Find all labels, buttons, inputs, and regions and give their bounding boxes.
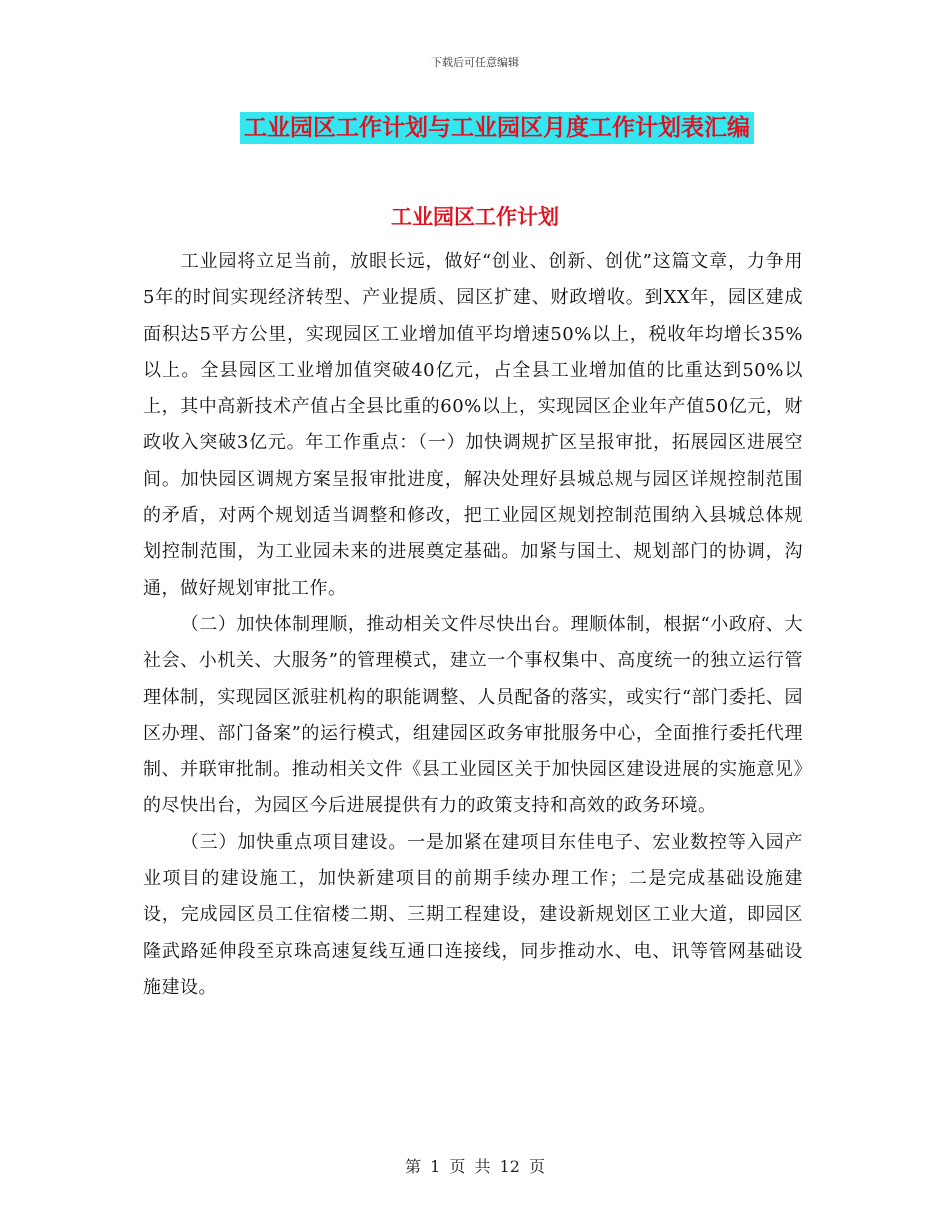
paragraph: （二）加快体制理顺，推动相关文件尽快出台。理顺体制，根据“小政府、大社会、小机关、大服务”的管理模式，建立一个事权集中、高度统一的独立运行管理体制，实现园区派驻机构的职能调整、人员配备的落实，或实行“部门委托、园区办理、部门备案”的运行模式，组建园区政务审批服务中心，全面推行委托代理制、并联审批制。推动相关文件《县工业园区关于加快园区建设进展的实施意见》的尽快出台，为园区今后进展提供有力的政策支持和高效的政务环境。 xyxy=(143,613,803,817)
body-text xyxy=(143,244,803,1006)
section-title: 工业园区工作计划 xyxy=(391,205,559,229)
header-note: 下载后可任意编辑 xyxy=(431,56,519,69)
document-title: 工业园区工作计划与工业园区月度工作计划表汇编 xyxy=(240,112,754,144)
paragraph: 工业园将立足当前，放眼长远，做好“创业、创新、创优”这篇文章，力争用5年的时间实现经济转型、产业提质、园区扩建、财政增收。到XX年，园区建成面积达5平方公里，实现园区工业增加值平均增速50%以上，税收年均增长35%以上。全县园区工业增加值突破40亿元，占全县工业增加值的比重达到50%以上，其中高新技术产值占全县比重的60%以上，实现园区企业年产值50亿元，财政收入突破3亿元。年工作重点：（一）加快调规扩区呈报审批，拓展园区进展空间。加快园区调规方案呈报审批进度，解决处理好县城总规与园区详规控制范围的矛盾，对两个规划适当调整和修改，把工业园区规划控制范围纳入县城总体规划控制范围，为工业园未来的进展奠定基础。加紧与国土、规划部门的协调，沟通，做好规划审批工作。 xyxy=(143,251,803,599)
page-number-footer: 第 1 页 共 12 页 xyxy=(405,1157,545,1176)
document-title-container xyxy=(0,112,950,144)
paragraph: （三）加快重点项目建设。一是加紧在建项目东佳电子、宏业数控等入园产业项目的建设施工，加快新建项目的前期手续办理工作；二是完成基础设施建设，完成园区员工住宿楼二期、三期工程建设，建设新规划区工业大道，即园区隆武路延伸段至京珠高速复线互通口连接线，同步推动水、电、讯等管网基础设施建设。 xyxy=(143,831,803,998)
